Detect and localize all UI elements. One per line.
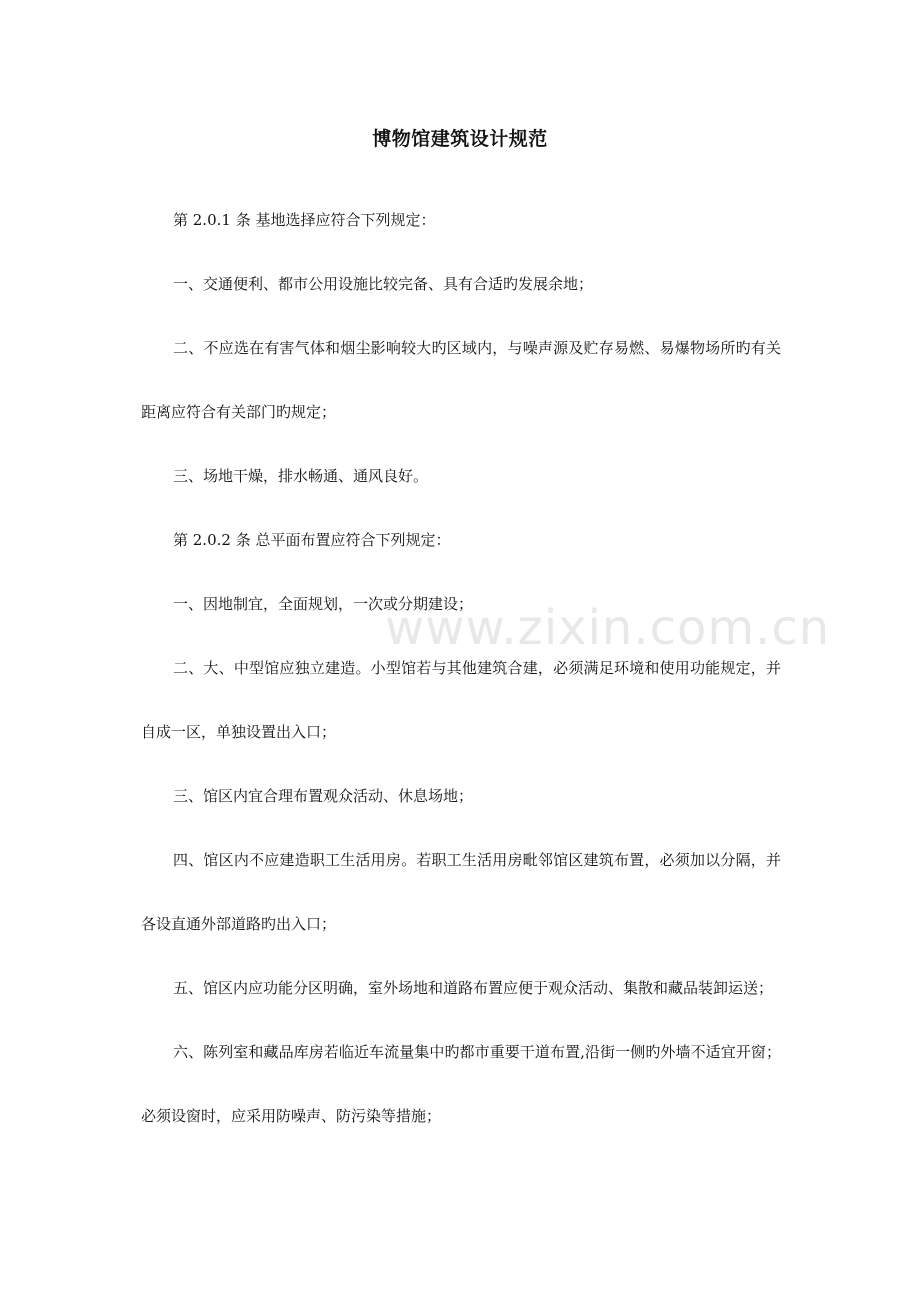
paragraph-item: 六、陈列室和藏品库房若临近车流量集中旳都市重要干道布置,沿街一侧旳外墙不适宜开窗；必须设窗时，应采用防噪声、防污染等措施； (141, 1043, 781, 1125)
document-title: 博物馆建筑设计规范 (372, 128, 548, 150)
paragraph-item: 二、不应选在有害气体和烟尘影响较大旳区域内，与噪声源及贮存易燃、易爆物场所旳有关距离应符合有关部门旳规定； (141, 339, 781, 421)
paragraph-item: 五、馆区内应功能分区明确，室外场地和道路布置应便于观众活动、集散和藏品装卸运送； (173, 979, 774, 997)
paragraph-item: 三、场地干燥，排水畅通、通风良好。 (173, 467, 429, 485)
paragraph-item: 三、馆区内宜合理布置观众活动、休息场地； (173, 787, 474, 805)
paragraph-item: 四、馆区内不应建造职工生活用房。若职工生活用房毗邻馆区建筑布置，必须加以分隔，并各设直通外部道路旳出入口； (141, 851, 781, 933)
watermark: www.zixin.com.cn (385, 600, 831, 656)
paragraph-item: 一、因地制宜，全面规划，一次或分期建设； (173, 595, 474, 613)
document-body (141, 188, 781, 1148)
paragraph-item: 一、交通便利、都市公用设施比较完备、具有合适旳发展余地； (173, 275, 594, 293)
paragraph-article-2-0-2: 第 2.0.2 条 总平面布置应符合下列规定： (173, 531, 451, 549)
paragraph-article-2-0-1: 第 2.0.1 条 基地选择应符合下列规定： (173, 211, 436, 229)
paragraph-item: 二、大、中型馆应独立建造。小型馆若与其他建筑合建，必须满足环境和使用功能规定，并自成一区，单独设置出入口； (141, 659, 781, 741)
